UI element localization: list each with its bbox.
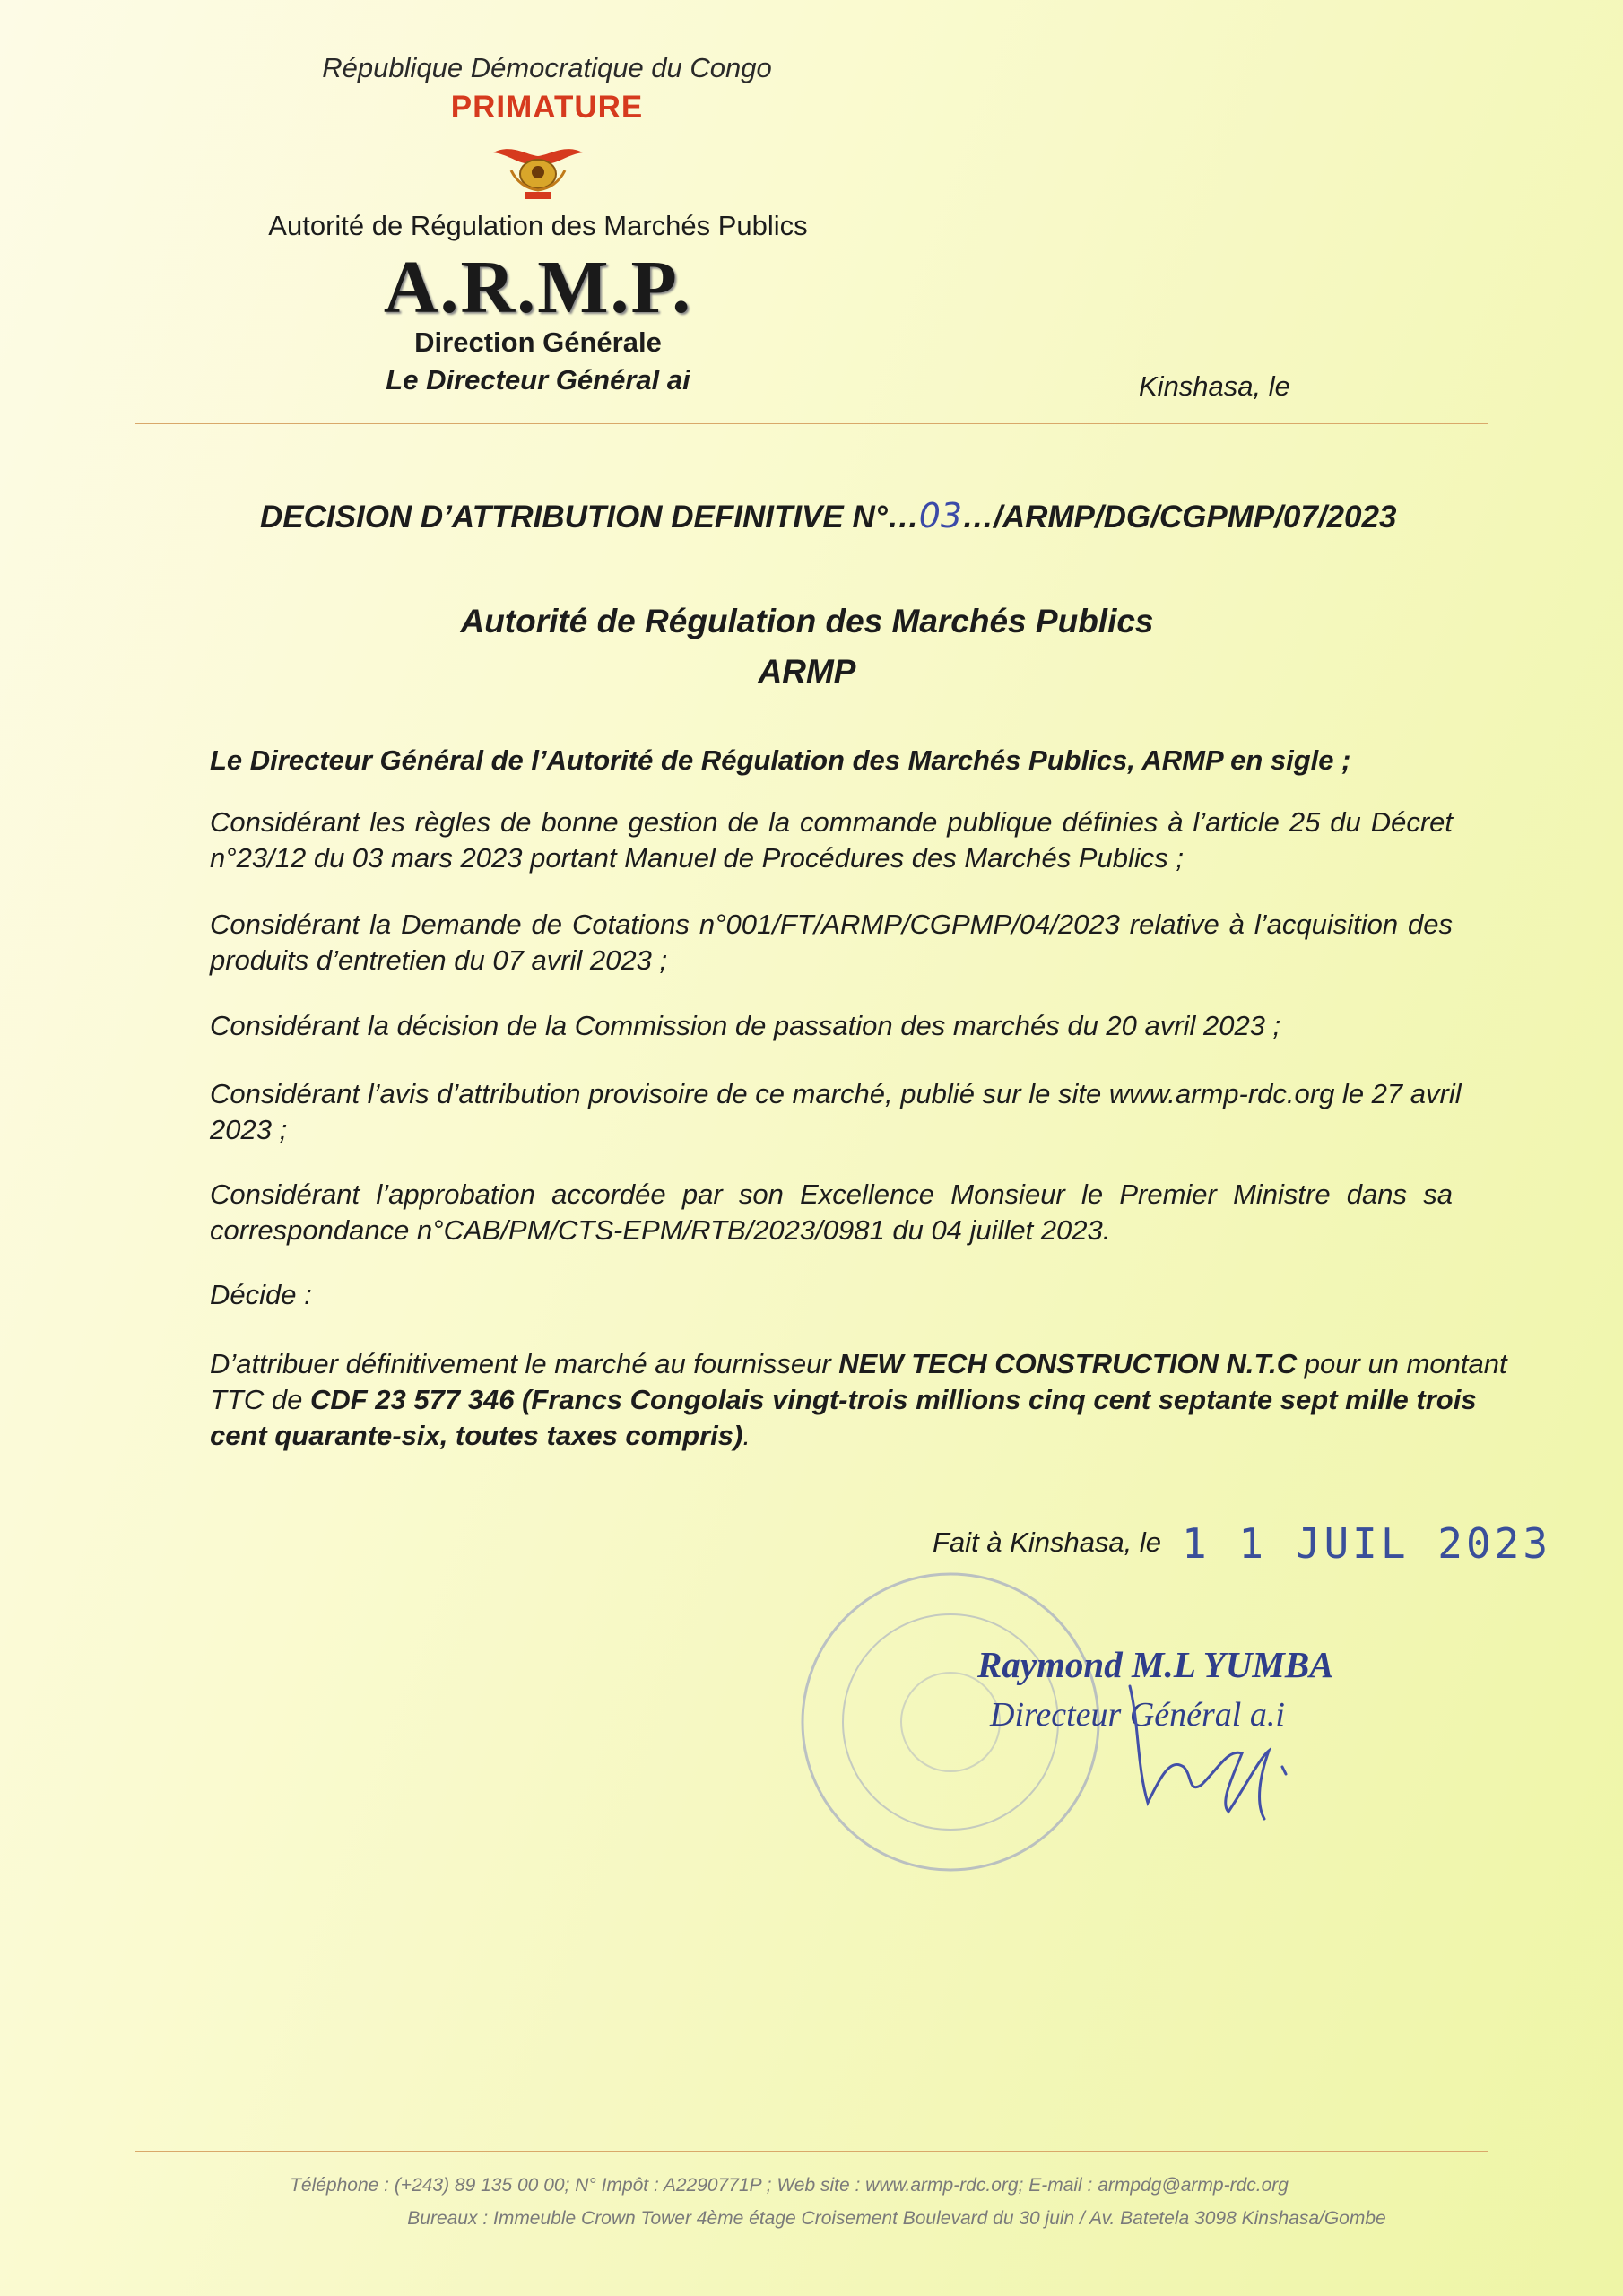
- armp-acronym: A.R.M.P.: [383, 246, 693, 329]
- decision-text-c: TTC de: [210, 1384, 310, 1415]
- decision-line-2: [210, 1382, 1477, 1418]
- decision-title: [260, 496, 1426, 535]
- decision-line-1: [210, 1346, 1507, 1382]
- footer-address-line: Bureaux : Immeuble Crown Tower 4ème étage Croisement Boulevard du 30 juin / Av. Batetela 3098 Kinshasa/Gombe: [407, 2208, 1386, 2229]
- republic-name: République Démocratique du Congo: [322, 52, 772, 83]
- amount-line-2: cent quarante-six, toutes taxes compris): [210, 1420, 743, 1451]
- supplier-name: NEW TECH CONSTRUCTION N.T.C: [838, 1348, 1298, 1379]
- director-title: Le Directeur Général ai: [386, 364, 690, 396]
- decide-text: Décide :: [210, 1279, 312, 1310]
- decision-suffix: …/ARMP/DG/CGPMP/07/2023: [962, 500, 1397, 535]
- amount-line-1: CDF 23 577 346 (Francs Congolais vingt-trois millions cinq cent septante sept mille trois: [309, 1384, 1477, 1415]
- decision-paragraph: [210, 1346, 1507, 1454]
- considerant-2: [210, 907, 1453, 978]
- org-name: Autorité de Régulation des Marchés Publics: [460, 603, 1154, 639]
- considerant-4-line-1: Considérant l’avis d’attribution provisoire de ce marché, publié sur le site www.armp-rdc.org le 27 avril: [210, 1078, 1462, 1109]
- coat-of-arms-emblem: [484, 136, 592, 206]
- decide-label: [210, 1277, 1453, 1313]
- considerant-2-line-1: Considérant la Demande de Cotations n°001/FT/ARMP/CGPMP/04/2023 relative à l’acquisition des: [210, 909, 1453, 940]
- considerant-1-line-2: n°23/12 du 03 mars 2023 portant Manuel de Procédures des Marchés Publics ;: [210, 842, 1184, 874]
- intro-line: Le Directeur Général de l’Autorité de Régulation des Marchés Publics, ARMP en sigle ;: [210, 744, 1351, 776]
- decision-end: .: [742, 1420, 751, 1451]
- considerant-5-line-1: Considérant l’approbation accordée par son Excellence Monsieur le Premier Ministre dans sa: [210, 1178, 1453, 1210]
- handwritten-signature: [1076, 1668, 1327, 1830]
- header-divider: [135, 423, 1488, 424]
- intro-paragraph: [210, 743, 1453, 778]
- considerant-2-line-2: produits d’entretien du 07 avril 2023 ;: [210, 944, 668, 976]
- org-acronym: ARMP: [758, 653, 856, 690]
- considerant-3: [210, 1008, 1453, 1044]
- signatory-name: Raymond M.L YUMBA: [977, 1644, 1334, 1685]
- primature-label: PRIMATURE: [450, 90, 644, 125]
- considerant-4: [210, 1076, 1462, 1148]
- considerant-5-line-2: correspondance n°CAB/PM/CTS-EPM/RTB/2023/0981 du 04 juillet 2023.: [210, 1214, 1111, 1246]
- date-stamp: 1 1 JUIL 2023: [1182, 1519, 1552, 1568]
- decision-prefix: DECISION D’ATTRIBUTION DEFINITIVE N°…: [260, 500, 919, 535]
- considerant-1-line-1: Considérant les règles de bonne gestion de la commande publique définies à l’article 25 du Décret: [210, 806, 1453, 838]
- footer-divider: [135, 2151, 1488, 2152]
- direction-generale: Direction Générale: [414, 326, 662, 358]
- decision-text-a: D’attribuer définitivement le marché au fournisseur: [210, 1348, 839, 1379]
- considerant-4-line-2: 2023 ;: [210, 1114, 288, 1145]
- signatory-title: Directeur Général a.i: [990, 1696, 1285, 1734]
- considerant-5: [210, 1177, 1453, 1248]
- considerant-1: [210, 804, 1453, 876]
- decision-line-3: [210, 1418, 1453, 1454]
- decision-text-b: pour un montant: [1297, 1348, 1507, 1379]
- place-date: Kinshasa, le: [1139, 370, 1290, 402]
- fait-a-kinshasa: Fait à Kinshasa, le: [933, 1526, 1162, 1558]
- considerant-3-line-1: Considérant la décision de la Commission de passation des marchés du 20 avril 2023 ;: [210, 1010, 1281, 1041]
- decision-number: 03: [918, 496, 963, 535]
- authority-name: Autorité de Régulation des Marchés Publics: [268, 210, 808, 241]
- footer-contact-line: Téléphone : (+243) 89 135 00 00; N° Impôt : A2290771P ; Web site : www.armp-rdc.org; E-mail : armpdg@armp-rdc.org: [290, 2175, 1289, 2196]
